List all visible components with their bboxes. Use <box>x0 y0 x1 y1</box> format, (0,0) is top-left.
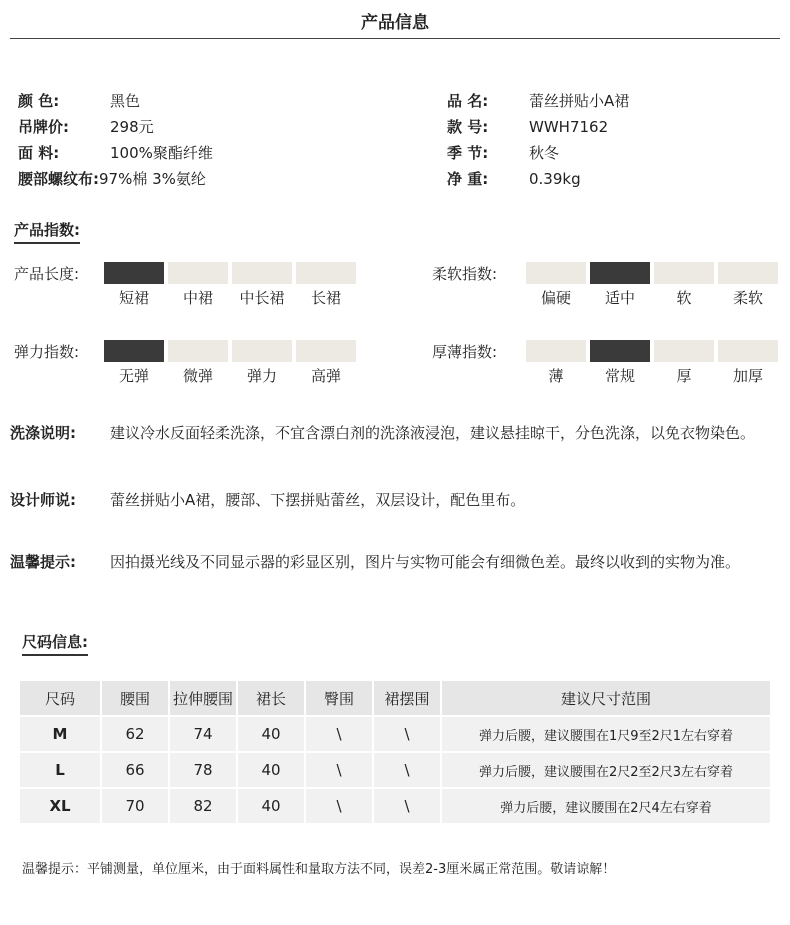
size-table-header <box>20 681 770 715</box>
info-value: 黑色 <box>110 92 141 110</box>
info-value: 97%棉 3%氨纶 <box>99 170 206 188</box>
info-label: 款 号: <box>447 118 489 136</box>
index-level-box <box>104 262 164 284</box>
index-option-label: 长裙 <box>310 289 341 307</box>
table-cell: 40 <box>238 753 304 787</box>
tip-text: 因拍摄光线及不同显示器的彩显区别，图片与实物可能会有细微色差。最终以收到的实物为准。 <box>110 553 741 571</box>
index-option-label: 薄 <box>548 367 564 385</box>
table-cell: \ <box>306 753 372 787</box>
index-label-elasticity: 弹力指数: <box>14 343 80 361</box>
col-header: 拉伸腰围 <box>170 681 236 715</box>
table-cell: 78 <box>170 753 236 787</box>
index-option-label: 短裙 <box>118 289 149 307</box>
info-label: 季 节: <box>447 144 489 162</box>
table-cell: 70 <box>102 789 168 823</box>
index-level-box <box>232 262 292 284</box>
designer-text: 蕾丝拼贴小A裙，腰部、下摆拼贴蕾丝，双层设计，配色里布。 <box>110 491 526 509</box>
info-value: 蕾丝拼贴小A裙 <box>529 92 630 110</box>
index-level-box <box>232 340 292 362</box>
index-option-label: 中长裙 <box>239 289 285 307</box>
table-cell: \ <box>374 789 440 823</box>
info-value: WWH7162 <box>529 118 609 136</box>
index-level-box <box>296 262 356 284</box>
index-level-box <box>590 340 650 362</box>
index-option-label: 适中 <box>604 289 635 307</box>
index-level-box <box>104 340 164 362</box>
index-option-label: 偏硬 <box>540 289 571 307</box>
table-cell: \ <box>306 789 372 823</box>
index-level-box <box>296 340 356 362</box>
index-option-label: 弹力 <box>246 367 277 385</box>
table-cell: 40 <box>238 789 304 823</box>
index-level-box <box>168 262 228 284</box>
table-cell: 62 <box>102 717 168 751</box>
index-heading: 产品指数: <box>14 219 80 244</box>
info-label: 面 料: <box>18 144 60 162</box>
index-level-box <box>654 340 714 362</box>
tip-label: 温馨提示: <box>10 553 76 571</box>
table-cell: 74 <box>170 717 236 751</box>
wash-label: 洗涤说明: <box>10 424 76 442</box>
index-option-label: 厚 <box>676 367 692 385</box>
index-option-label: 中裙 <box>182 289 213 307</box>
table-cell: 66 <box>102 753 168 787</box>
index-level-box <box>168 340 228 362</box>
footer-note: 温馨提示：平铺测量，单位厘米，由于面料属性和量取方法不同，误差2-3厘米属正常范围。敬请谅解！ <box>22 862 616 877</box>
index-level-box <box>526 340 586 362</box>
page-title: 产品信息 <box>361 13 429 33</box>
table-cell: 弹力后腰，建议腰围在1尺9至2尺1左右穿着 <box>442 717 770 751</box>
index-label-length: 产品长度: <box>14 265 80 283</box>
info-label: 吊牌价: <box>18 118 69 136</box>
table-row <box>20 789 770 823</box>
col-header: 建议尺寸范围 <box>442 681 770 715</box>
index-level-box <box>718 262 778 284</box>
col-header: 臀围 <box>306 681 372 715</box>
index-option-label: 高弹 <box>310 367 341 385</box>
size-heading: 尺码信息: <box>22 631 88 656</box>
table-cell: 弹力后腰，建议腰围在2尺4左右穿着 <box>442 789 770 823</box>
col-header: 裙长 <box>238 681 304 715</box>
table-row <box>20 717 770 751</box>
col-header: 裙摆围 <box>374 681 440 715</box>
size-table <box>18 679 772 825</box>
info-value: 100%聚酯纤维 <box>110 144 213 162</box>
index-option-label: 柔软 <box>732 289 763 307</box>
designer-note <box>10 487 790 515</box>
table-cell: \ <box>306 717 372 751</box>
info-label: 腰部螺纹布: <box>18 170 99 188</box>
designer-label: 设计师说: <box>10 491 76 509</box>
info-value: 0.39kg <box>529 170 581 188</box>
table-cell: 弹力后腰，建议腰围在2尺2至2尺3左右穿着 <box>442 753 770 787</box>
index-level-box <box>590 262 650 284</box>
index-label-thickness: 厚薄指数: <box>432 343 498 361</box>
info-label: 净 重: <box>447 170 489 188</box>
index-option-label: 微弹 <box>182 367 213 385</box>
info-value: 298元 <box>110 118 154 136</box>
index-option-label: 无弹 <box>118 367 149 385</box>
index-level-box <box>526 262 586 284</box>
table-cell: \ <box>374 753 440 787</box>
info-label: 颜 色: <box>18 92 60 110</box>
index-option-label: 加厚 <box>732 367 763 385</box>
table-cell: 40 <box>238 717 304 751</box>
info-value: 秋冬 <box>529 144 560 162</box>
size-cell: XL <box>20 789 100 823</box>
wash-instructions <box>10 420 790 474</box>
col-header: 腰围 <box>102 681 168 715</box>
col-header: 尺码 <box>20 681 100 715</box>
index-option-label: 常规 <box>604 367 635 385</box>
wash-text: 建议冷水反面轻柔洗涤，不宜含漂白剂的洗涤液浸泡，建议悬挂晾干，分色洗涤，以免衣物染色。 <box>110 424 756 442</box>
table-cell: 82 <box>170 789 236 823</box>
tip-note <box>10 549 790 603</box>
table-cell: \ <box>374 717 440 751</box>
index-option-label: 软 <box>676 289 692 307</box>
info-label: 品 名: <box>447 92 489 110</box>
size-cell: L <box>20 753 100 787</box>
size-cell: M <box>20 717 100 751</box>
index-label-softness: 柔软指数: <box>432 265 498 283</box>
index-level-box <box>654 262 714 284</box>
index-level-box <box>718 340 778 362</box>
table-row <box>20 753 770 787</box>
